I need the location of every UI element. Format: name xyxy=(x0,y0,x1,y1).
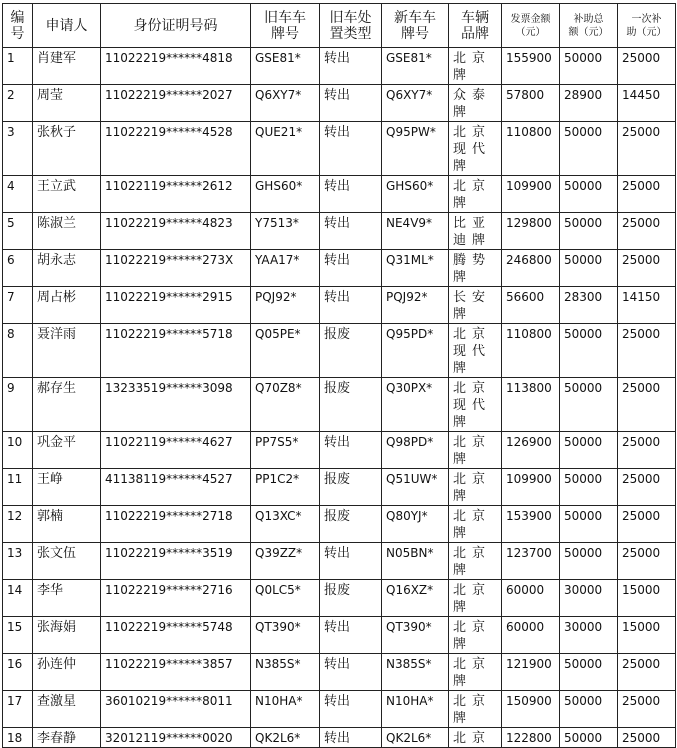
cell-id-number: 13233519******3098 xyxy=(101,378,251,432)
cell-first-subsidy: 25000 xyxy=(618,691,676,728)
cell-invoice-amount: 155900 xyxy=(502,48,560,85)
cell-id-number: 11022219******3519 xyxy=(101,543,251,580)
cell-old-plate: N385S* xyxy=(251,654,320,691)
cell-id-number: 11022219******4818 xyxy=(101,48,251,85)
cell-subsidy-total: 50000 xyxy=(560,122,618,176)
cell-invoice-amount: 60000 xyxy=(502,580,560,617)
cell-invoice-amount: 150900 xyxy=(502,691,560,728)
cell-disposal-type: 报废 xyxy=(320,580,382,617)
cell-old-plate: QK2L6* xyxy=(251,728,320,748)
cell-disposal-type: 转出 xyxy=(320,728,382,748)
cell-old-plate: PP1C2* xyxy=(251,469,320,506)
cell-first-subsidy: 25000 xyxy=(618,250,676,287)
cell-id-number: 11022219******273X xyxy=(101,250,251,287)
cell-old-plate: QT390* xyxy=(251,617,320,654)
cell-old-plate: GHS60* xyxy=(251,176,320,213)
cell-invoice-amount: 109900 xyxy=(502,469,560,506)
table-row xyxy=(3,432,676,469)
cell-no: 2 xyxy=(3,85,33,122)
cell-disposal-type: 报废 xyxy=(320,324,382,378)
cell-old-plate: Q0LC5* xyxy=(251,580,320,617)
cell-applicant: 周占彬 xyxy=(33,287,101,324)
cell-brand: 北京 牌 xyxy=(449,176,502,213)
cell-brand: 北京 牌 xyxy=(449,543,502,580)
cell-no: 7 xyxy=(3,287,33,324)
cell-invoice-amount: 121900 xyxy=(502,654,560,691)
cell-subsidy-total: 50000 xyxy=(560,506,618,543)
cell-new-plate: Q6XY7* xyxy=(382,85,449,122)
cell-disposal-type: 转出 xyxy=(320,85,382,122)
cell-no: 9 xyxy=(3,378,33,432)
cell-id-number: 36010219******8011 xyxy=(101,691,251,728)
cell-id-number: 11022219******2718 xyxy=(101,506,251,543)
header-no: 编 号 xyxy=(3,4,33,48)
cell-new-plate: QT390* xyxy=(382,617,449,654)
cell-id-number: 11022219******5718 xyxy=(101,324,251,378)
subsidy-table xyxy=(2,3,676,748)
cell-new-plate: Q95PD* xyxy=(382,324,449,378)
cell-subsidy-total: 50000 xyxy=(560,48,618,85)
cell-disposal-type: 转出 xyxy=(320,617,382,654)
cell-no: 18 xyxy=(3,728,33,748)
cell-applicant: 肖建军 xyxy=(33,48,101,85)
cell-old-plate: PQJ92* xyxy=(251,287,320,324)
cell-applicant: 张秋子 xyxy=(33,122,101,176)
table-row xyxy=(3,85,676,122)
cell-subsidy-total: 50000 xyxy=(560,213,618,250)
cell-first-subsidy: 25000 xyxy=(618,213,676,250)
cell-invoice-amount: 110800 xyxy=(502,122,560,176)
cell-old-plate: Q05PE* xyxy=(251,324,320,378)
cell-first-subsidy: 25000 xyxy=(618,506,676,543)
cell-subsidy-total: 50000 xyxy=(560,432,618,469)
cell-first-subsidy: 25000 xyxy=(618,48,676,85)
cell-subsidy-total: 50000 xyxy=(560,250,618,287)
cell-disposal-type: 转出 xyxy=(320,691,382,728)
cell-first-subsidy: 25000 xyxy=(618,378,676,432)
cell-no: 12 xyxy=(3,506,33,543)
header-id-number: 身份证明号码 xyxy=(101,4,251,48)
cell-subsidy-total: 28900 xyxy=(560,85,618,122)
table-row xyxy=(3,213,676,250)
table-row xyxy=(3,48,676,85)
cell-id-number: 11022219******2027 xyxy=(101,85,251,122)
cell-subsidy-total: 50000 xyxy=(560,691,618,728)
cell-applicant: 李春静 xyxy=(33,728,101,748)
cell-invoice-amount: 123700 xyxy=(502,543,560,580)
cell-applicant: 张文伍 xyxy=(33,543,101,580)
cell-applicant: 孙连仲 xyxy=(33,654,101,691)
cell-first-subsidy: 14450 xyxy=(618,85,676,122)
cell-new-plate: Q31ML* xyxy=(382,250,449,287)
cell-invoice-amount: 60000 xyxy=(502,617,560,654)
cell-new-plate: Q30PX* xyxy=(382,378,449,432)
cell-id-number: 11022219******5748 xyxy=(101,617,251,654)
table-row xyxy=(3,691,676,728)
cell-brand: 北京 牌 xyxy=(449,654,502,691)
cell-invoice-amount: 153900 xyxy=(502,506,560,543)
cell-subsidy-total: 30000 xyxy=(560,580,618,617)
cell-id-number: 11022219******3857 xyxy=(101,654,251,691)
cell-brand: 北京 牌 xyxy=(449,469,502,506)
cell-brand: 腾势 牌 xyxy=(449,250,502,287)
cell-new-plate: N385S* xyxy=(382,654,449,691)
cell-applicant: 王峥 xyxy=(33,469,101,506)
table-row xyxy=(3,654,676,691)
cell-invoice-amount: 113800 xyxy=(502,378,560,432)
cell-new-plate: GHS60* xyxy=(382,176,449,213)
cell-subsidy-total: 50000 xyxy=(560,324,618,378)
cell-disposal-type: 报废 xyxy=(320,469,382,506)
cell-no: 10 xyxy=(3,432,33,469)
cell-applicant: 胡永志 xyxy=(33,250,101,287)
cell-disposal-type: 报废 xyxy=(320,506,382,543)
cell-new-plate: Q80YJ* xyxy=(382,506,449,543)
cell-applicant: 郭楠 xyxy=(33,506,101,543)
cell-disposal-type: 转出 xyxy=(320,654,382,691)
cell-brand: 北京 牌 xyxy=(449,617,502,654)
header-old-plate: 旧车车 牌号 xyxy=(251,4,320,48)
cell-invoice-amount: 56600 xyxy=(502,287,560,324)
cell-invoice-amount: 129800 xyxy=(502,213,560,250)
cell-disposal-type: 转出 xyxy=(320,176,382,213)
cell-old-plate: GSE81* xyxy=(251,48,320,85)
cell-id-number: 11022119******4627 xyxy=(101,432,251,469)
cell-first-subsidy: 14150 xyxy=(618,287,676,324)
cell-subsidy-total: 30000 xyxy=(560,617,618,654)
cell-brand: 北京 牌 xyxy=(449,432,502,469)
cell-no: 6 xyxy=(3,250,33,287)
cell-subsidy-total: 50000 xyxy=(560,176,618,213)
cell-new-plate: NE4V9* xyxy=(382,213,449,250)
cell-first-subsidy: 25000 xyxy=(618,176,676,213)
cell-disposal-type: 报废 xyxy=(320,378,382,432)
cell-subsidy-total: 50000 xyxy=(560,543,618,580)
cell-brand: 北京 牌 xyxy=(449,48,502,85)
cell-new-plate: Q51UW* xyxy=(382,469,449,506)
cell-id-number: 32012119******0020 xyxy=(101,728,251,748)
cell-invoice-amount: 57800 xyxy=(502,85,560,122)
cell-new-plate: Q16XZ* xyxy=(382,580,449,617)
cell-disposal-type: 转出 xyxy=(320,287,382,324)
cell-no: 14 xyxy=(3,580,33,617)
cell-no: 13 xyxy=(3,543,33,580)
cell-old-plate: Y7513* xyxy=(251,213,320,250)
cell-first-subsidy: 25000 xyxy=(618,728,676,748)
cell-first-subsidy: 25000 xyxy=(618,432,676,469)
cell-no: 16 xyxy=(3,654,33,691)
cell-applicant: 王立武 xyxy=(33,176,101,213)
cell-old-plate: Q13XC* xyxy=(251,506,320,543)
cell-disposal-type: 转出 xyxy=(320,122,382,176)
cell-brand: 北京 牌 xyxy=(449,691,502,728)
table-row xyxy=(3,506,676,543)
table-row xyxy=(3,324,676,378)
cell-first-subsidy: 15000 xyxy=(618,617,676,654)
cell-disposal-type: 转出 xyxy=(320,48,382,85)
cell-disposal-type: 转出 xyxy=(320,543,382,580)
cell-old-plate: PP7S5* xyxy=(251,432,320,469)
table-row xyxy=(3,122,676,176)
cell-applicant: 郝存生 xyxy=(33,378,101,432)
table-row xyxy=(3,617,676,654)
cell-applicant: 陈淑兰 xyxy=(33,213,101,250)
cell-id-number: 11022119******2612 xyxy=(101,176,251,213)
cell-new-plate: Q98PD* xyxy=(382,432,449,469)
cell-new-plate: QK2L6* xyxy=(382,728,449,748)
cell-new-plate: GSE81* xyxy=(382,48,449,85)
cell-invoice-amount: 110800 xyxy=(502,324,560,378)
cell-invoice-amount: 246800 xyxy=(502,250,560,287)
cell-no: 8 xyxy=(3,324,33,378)
cell-no: 11 xyxy=(3,469,33,506)
cell-new-plate: N10HA* xyxy=(382,691,449,728)
cell-old-plate: Q39ZZ* xyxy=(251,543,320,580)
table-row xyxy=(3,250,676,287)
cell-disposal-type: 转出 xyxy=(320,250,382,287)
cell-invoice-amount: 122800 xyxy=(502,728,560,748)
cell-no: 3 xyxy=(3,122,33,176)
cell-applicant: 周莹 xyxy=(33,85,101,122)
cell-old-plate: YAA17* xyxy=(251,250,320,287)
cell-no: 17 xyxy=(3,691,33,728)
cell-no: 5 xyxy=(3,213,33,250)
header-invoice-amount: 发票金额 （元） xyxy=(502,4,560,48)
cell-old-plate: Q6XY7* xyxy=(251,85,320,122)
table-row xyxy=(3,176,676,213)
table-row xyxy=(3,543,676,580)
header-subsidy-total: 补助总 额（元） xyxy=(560,4,618,48)
cell-brand: 众泰 牌 xyxy=(449,85,502,122)
cell-no: 4 xyxy=(3,176,33,213)
cell-subsidy-total: 28300 xyxy=(560,287,618,324)
cell-brand: 北京 现代 牌 xyxy=(449,378,502,432)
cell-old-plate: QUE21* xyxy=(251,122,320,176)
cell-applicant: 巩金平 xyxy=(33,432,101,469)
cell-applicant: 聂洋雨 xyxy=(33,324,101,378)
cell-new-plate: Q95PW* xyxy=(382,122,449,176)
cell-first-subsidy: 25000 xyxy=(618,122,676,176)
cell-no: 15 xyxy=(3,617,33,654)
cell-subsidy-total: 50000 xyxy=(560,654,618,691)
cell-old-plate: N10HA* xyxy=(251,691,320,728)
cell-id-number: 11022219******2716 xyxy=(101,580,251,617)
table-row xyxy=(3,580,676,617)
cell-applicant: 查激星 xyxy=(33,691,101,728)
header-new-plate: 新车车 牌号 xyxy=(382,4,449,48)
cell-new-plate: N05BN* xyxy=(382,543,449,580)
cell-first-subsidy: 25000 xyxy=(618,654,676,691)
cell-brand: 北京 牌 xyxy=(449,506,502,543)
cell-invoice-amount: 109900 xyxy=(502,176,560,213)
cell-first-subsidy: 15000 xyxy=(618,580,676,617)
cell-subsidy-total: 50000 xyxy=(560,469,618,506)
cell-new-plate: PQJ92* xyxy=(382,287,449,324)
header-row xyxy=(3,4,676,48)
cell-disposal-type: 转出 xyxy=(320,213,382,250)
cell-first-subsidy: 25000 xyxy=(618,543,676,580)
table-row xyxy=(3,469,676,506)
cell-subsidy-total: 50000 xyxy=(560,728,618,748)
cell-first-subsidy: 25000 xyxy=(618,469,676,506)
table-row xyxy=(3,378,676,432)
cell-brand: 北京 xyxy=(449,728,502,748)
cell-id-number: 41138119******4527 xyxy=(101,469,251,506)
header-brand: 车辆 品牌 xyxy=(449,4,502,48)
cell-first-subsidy: 25000 xyxy=(618,324,676,378)
cell-no: 1 xyxy=(3,48,33,85)
cell-id-number: 11022219******4823 xyxy=(101,213,251,250)
cell-id-number: 11022219******4528 xyxy=(101,122,251,176)
header-disposal-type: 旧车处 置类型 xyxy=(320,4,382,48)
cell-old-plate: Q70Z8* xyxy=(251,378,320,432)
cell-applicant: 李华 xyxy=(33,580,101,617)
header-applicant: 申请人 xyxy=(33,4,101,48)
cell-brand: 长安 牌 xyxy=(449,287,502,324)
header-first-subsidy: 一次补 助（元） xyxy=(618,4,676,48)
cell-brand: 北京 牌 xyxy=(449,580,502,617)
cell-brand: 北京 现代 牌 xyxy=(449,324,502,378)
cell-disposal-type: 转出 xyxy=(320,432,382,469)
table-row xyxy=(3,287,676,324)
cell-invoice-amount: 126900 xyxy=(502,432,560,469)
cell-applicant: 张海娟 xyxy=(33,617,101,654)
cell-id-number: 11022219******2915 xyxy=(101,287,251,324)
cell-subsidy-total: 50000 xyxy=(560,378,618,432)
cell-brand: 比亚 迪牌 xyxy=(449,213,502,250)
cell-brand: 北京 现代 牌 xyxy=(449,122,502,176)
